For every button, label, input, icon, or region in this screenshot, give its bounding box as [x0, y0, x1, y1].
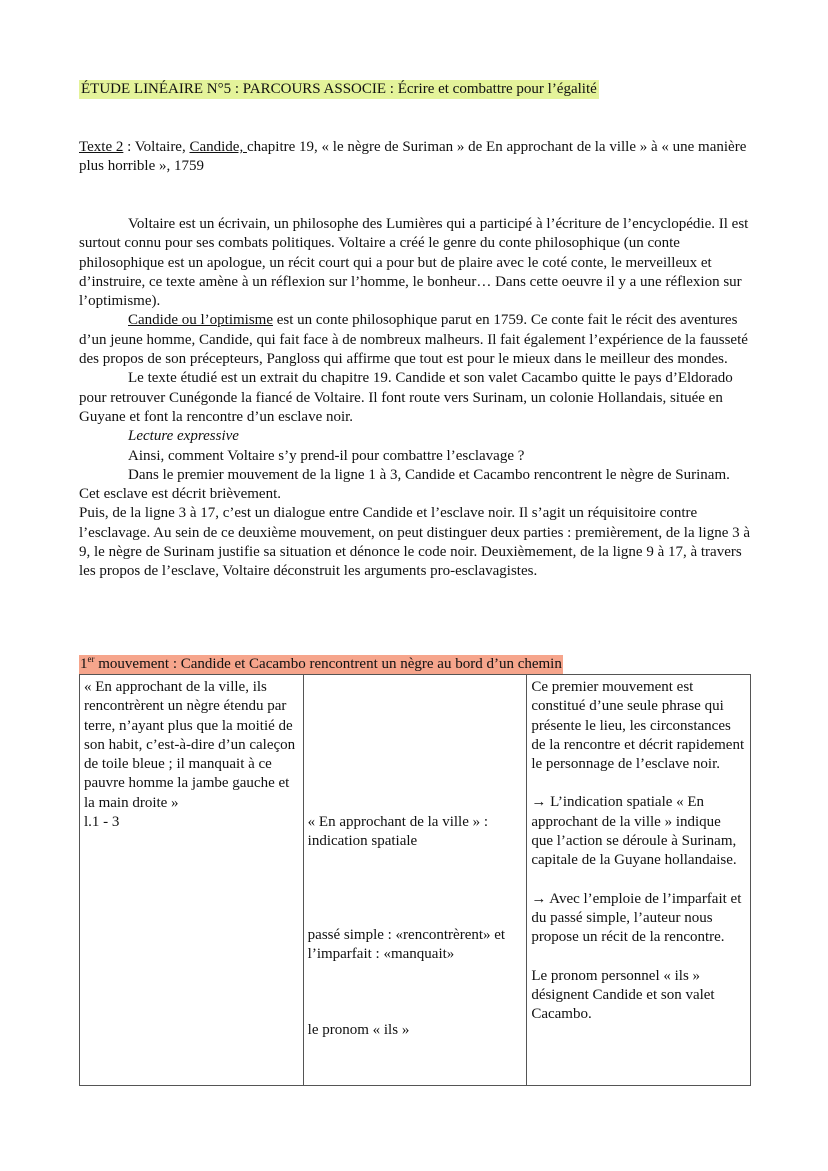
line-reference: l.1 - 3 — [84, 814, 120, 831]
procede-item: passé simple : «rencontrèrent» et l’imparfait : «manquait» — [307, 926, 506, 962]
movement-heading — [79, 655, 563, 674]
analysis-item: → L’indication spatiale « En approchant de la ville » indique que l’action se déroule à Surinam, capitale de la Guyane hollandaise. — [531, 794, 737, 869]
paragraph-author: Voltaire est un écrivain, un philosophe des Lumières qui a participé à l’écriture de l’encyclopédie. Il est surtout connu pour ses combats politiques. Voltaire a créé le genre du conte philosophique (un conte philosophique est un apologue, un récit court qui a pour but de plaire avec le coté conte, le merveilleux et d’instruire, ce texte amène à un réflexion sur l’homme, le bonheur… Dans cette oeuvre il y a une réflexion sur l’optimisme). — [79, 216, 749, 310]
analysis-item: Ce premier mouvement est constitué d’une seule phrase qui présente le lieu, les circonstances de la rencontre et décrit rapidement le personnage de l’esclave noir. — [531, 679, 745, 773]
movement-sup: er — [87, 654, 95, 664]
paragraph-extract: Le texte étudié est un extrait du chapitre 19. Candide et son valet Cacambo quitte le pays d’Eldorado pour retrouver Cunégonde la fiancé de Voltaire. Il font route vers Surinam, un colonie Hollandais, située en Guyane et font la rencontre d’un esclave noir. — [79, 370, 733, 425]
work-title: Candide, — [189, 139, 247, 155]
paragraph-plan-2: Puis, de la ligne 3 à 17, c’est un dialogue entre Candide et l’esclave noir. Il s’agit un réquisitoire contre l’esclavage. Au sein de ce deuxième mouvement, on peut distinguer deux parties : premièrement, de la ligne 3 à 9, le nègre de Surinam justifie sa situation et dénonce le code noir. Deuxièmement, de la ligne 9 à 17, à travers les propos de l’esclave, Voltaire déconstruit les arguments pro-esclavagistes. — [79, 505, 751, 580]
text-label: Texte 2 — [79, 139, 124, 155]
introduction — [79, 215, 751, 582]
movement-number: 1 — [80, 656, 88, 672]
analysis-item: Le pronom personnel « ils » désignent Candide et son valet Cacambo. — [531, 967, 715, 1023]
work-title: Candide ou l’optimisme — [128, 312, 273, 329]
movement-title: mouvement : Candide et Cacambo rencontrent un nègre au bord d’un chemin — [94, 656, 562, 672]
text-reference — [79, 138, 749, 177]
paragraph-work — [79, 311, 751, 369]
paragraph-text: est un conte philosophique parut en 1759. Ce conte fait le récit des aventures d’un jeune homme, Candide, qui fait face à de nombreux malheurs. Il fait également l’expérience de la fausseté des propos de son précepteurs, Pangloss qui affirme que tout est pour le mieux dans le meilleur des mondes. — [79, 312, 748, 368]
table-row — [80, 675, 751, 1086]
document-title: ÉTUDE LINÉAIRE N°5 : PARCOURS ASSOCIE : Écrire et combattre pour l’égalité — [79, 80, 599, 99]
paragraph-plan-1: Dans le premier mouvement de la ligne 1 à 3, Candide et Cacambo rencontrent le nègre de Surinam. Cet esclave est décrit brièvement. — [79, 466, 730, 503]
analysis-table — [79, 674, 751, 1086]
analysis-item: → Avec l’emploie de l’imparfait et du passé simple, l’auteur nous propose un récit de la rencontre. — [531, 890, 742, 946]
paragraph-reading: Lecture expressive — [128, 428, 239, 445]
reference-author: : Voltaire, — [123, 139, 190, 155]
quote-cell — [80, 675, 304, 1086]
quote-text: « En approchant de la ville, ils rencontrèrent un nègre étendu par terre, n’ayant plus que la moitié de son habit, c’est-à-dire d’un caleçon de toile bleue ; il manquait à ce pauvre homme la jambe gauche et la main droite » — [84, 679, 296, 811]
reference-details: chapitre 19, « le nègre de Suriman » de En approchant de la ville » à « une manière plus horrible », 1759 — [79, 139, 747, 175]
procede-item: le pronom « ils » — [307, 1022, 410, 1039]
procede-item: « En approchant de la ville » : indication spatiale — [307, 814, 489, 850]
paragraph-problem: Ainsi, comment Voltaire s’y prend-il pour combattre l’esclavage ? — [128, 447, 525, 464]
procedes-cell — [303, 675, 527, 1086]
analysis-cell — [527, 675, 751, 1086]
